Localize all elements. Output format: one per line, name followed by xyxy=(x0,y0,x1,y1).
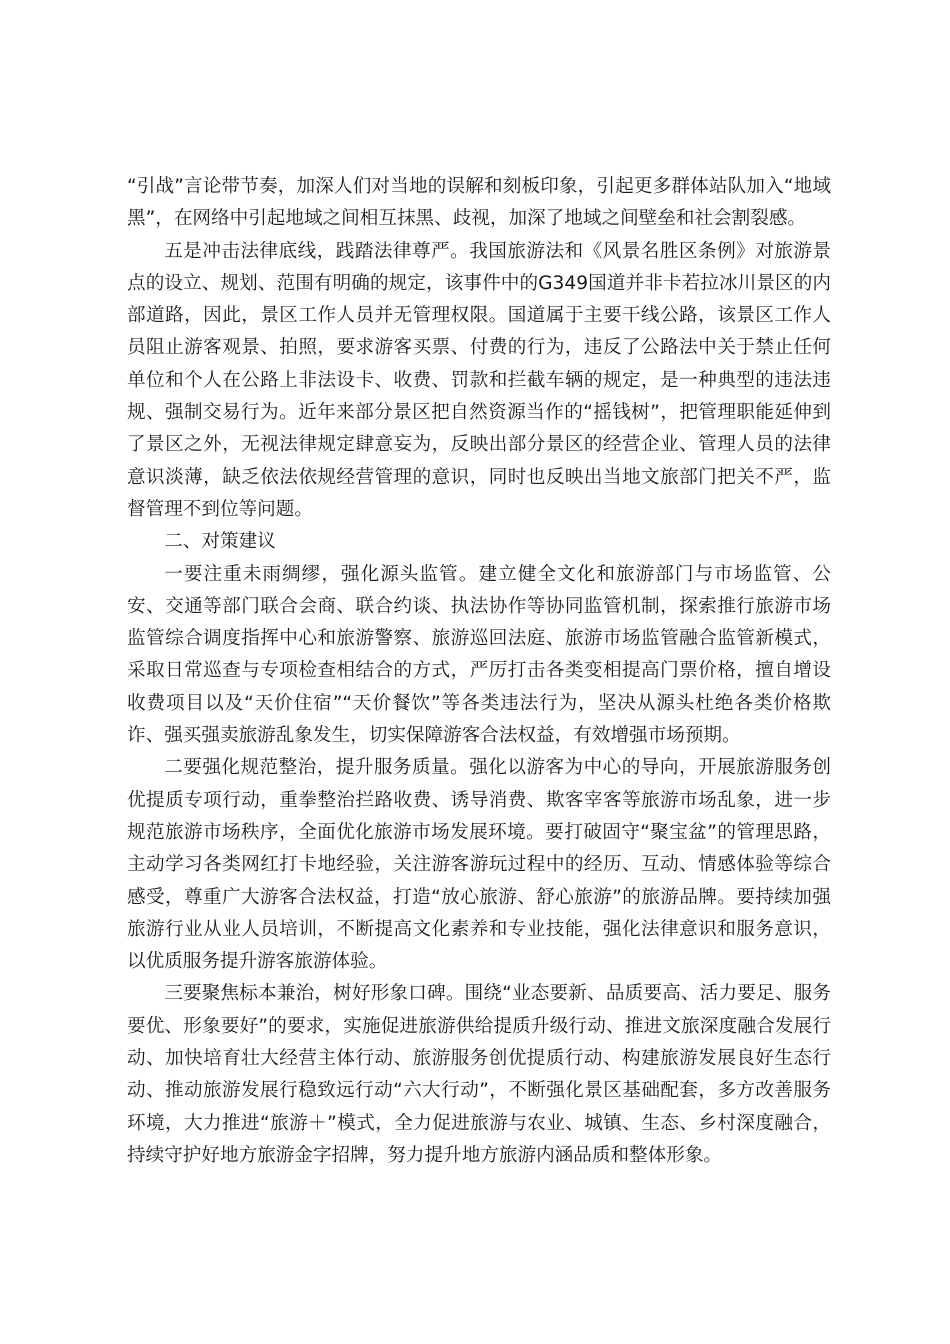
paragraph-countermeasure-three: 三要聚焦标本兼治，树好形象口碑。围绕“业态要新、品质要高、活力要足、服务要优、形象要好”的要求，实施促进旅游供给提质升级行动、推进文旅深度融合发展行动、加快培育壮大经营主体行动、旅游服务创优提质行动、构建旅游发展良好生态行动、推动旅游发展行稳致远行动“六大行动”，不断强化景区基础配套，多方改善服务环境，大力推进“旅游＋”模式，全力促进旅游与农业、城镇、生态、乡村深度融合，持续守护好地方旅游金字招牌，努力提升地方旅游内涵品质和整体形象。 xyxy=(127,983,831,1166)
paragraph-countermeasure-two: 二要强化规范整治，提升服务质量。强化以游客为中心的导向，开展旅游服务创优提质专项行动，重拳整治拦路收费、诱导消费、欺客宰客等旅游市场乱象，进一步规范旅游市场秩序，全面优化旅游市场发展环境。要打破固守“聚宝盆”的管理思路，主动学习各类网红打卡地经验，关注游客游玩过程中的经历、互动、情感体验等综合感受，尊重广大游客合法权益，打造“放心旅游、舒心旅游”的旅游品牌。要持续加强旅游行业从业人员培训，不断提高文化素养和专业技能，强化法律意识和服务意识，以优质服务提升游客旅游体验。 xyxy=(127,757,831,973)
paragraph-countermeasure-one: 一要注重未雨绸缪，强化源头监管。建立健全文化和旅游部门与市场监管、公安、交通等部门联合会商、联合约谈、执法协作等协同监管机制，探索推行旅游市场监管综合调度指挥中心和旅游警察、旅游巡回法庭、旅游市场监管融合监管新模式，采取日常巡查与专项检查相结合的方式，严厉打击各类变相提高门票价格，擅自增设收费项目以及“天价住宿”“天价餐饮”等各类违法行为，坚决从源头杜绝各类价格欺诈、强买强卖旅游乱象发生，切实保障游客合法权益，有效增强市场预期。 xyxy=(127,563,831,747)
paragraph-continuation: “引战”言论带节奏，加深人们对当地的误解和刻板印象，引起更多群体站队加入“地域黑”，在网络中引起地域之间相互抹黑、歧视，加深了地域之间壁垒和社会割裂感。 xyxy=(127,176,831,230)
document-body xyxy=(127,171,831,1172)
section-heading-countermeasures: 二、对策建议 xyxy=(164,531,276,553)
paragraph-point-five: 五是冲击法律底线，践踏法律尊严。我国旅游法和《风景名胜区条例》对旅游景点的设立、规划、范围有明确的规定，该事件中的G349国道并非卡若拉冰川景区的内部道路，因此，景区工作人员并无管理权限。国道属于主要干线公路，该景区工作人员阻止游客观景、拍照，要求游客买票、付费的行为，违反了公路法中关于禁止任何单位和个人在公路上非法设卡、收费、罚款和拦截车辆的规定，是一种典型的违法违规、强制交易行为。近年来部分景区把自然资源当作的“摇钱树”，把管理职能延伸到了景区之外，无视法律规定肆意妄为，反映出部分景区的经营企业、管理人员的法律意识淡薄，缺乏依法依规经营管理的意识，同时也反映出当地文旅部门把关不严，监督管理不到位等问题。 xyxy=(127,240,831,520)
